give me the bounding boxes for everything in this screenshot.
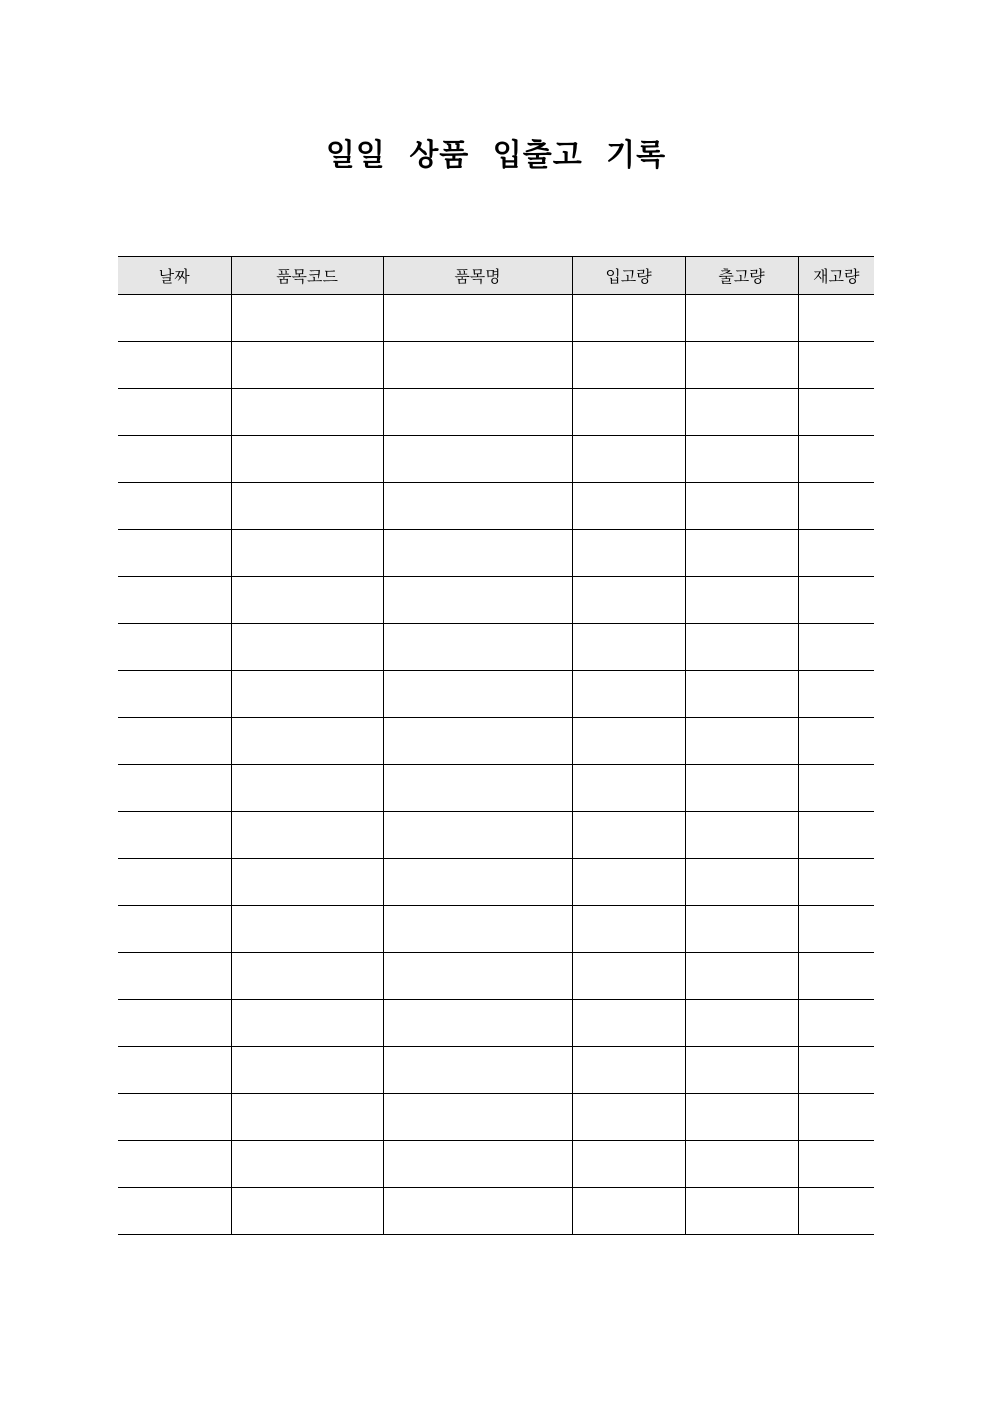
- document-title: 일일 상품 입출고 기록: [325, 138, 667, 173]
- date-cell[interactable]: [118, 1094, 231, 1141]
- stock-qty-cell[interactable]: [798, 1047, 874, 1094]
- item-name-cell[interactable]: [383, 953, 572, 1000]
- stock-qty-cell[interactable]: [798, 1188, 874, 1235]
- date-cell[interactable]: [118, 436, 231, 483]
- outbound-qty-cell[interactable]: [685, 342, 798, 389]
- inbound-qty-cell[interactable]: [572, 577, 685, 624]
- inventory-log-table: [118, 256, 874, 1235]
- item-code-cell[interactable]: [231, 624, 383, 671]
- item-name-cell[interactable]: [383, 1188, 572, 1235]
- header-item-name: 품목명: [383, 257, 572, 295]
- item-code-cell[interactable]: [231, 1094, 383, 1141]
- stock-qty-cell[interactable]: [798, 1094, 874, 1141]
- date-cell[interactable]: [118, 483, 231, 530]
- item-name-cell[interactable]: [383, 812, 572, 859]
- outbound-qty-cell[interactable]: [685, 671, 798, 718]
- item-code-cell[interactable]: [231, 436, 383, 483]
- outbound-qty-cell[interactable]: [685, 530, 798, 577]
- item-name-cell[interactable]: [383, 906, 572, 953]
- stock-qty-cell[interactable]: [798, 1141, 874, 1188]
- table-row: [118, 1094, 874, 1141]
- date-cell[interactable]: [118, 812, 231, 859]
- date-cell[interactable]: [118, 1188, 231, 1235]
- outbound-qty-cell[interactable]: [685, 1141, 798, 1188]
- date-cell[interactable]: [118, 389, 231, 436]
- item-code-cell[interactable]: [231, 342, 383, 389]
- table-row: [118, 530, 874, 577]
- table-row: [118, 859, 874, 906]
- stock-qty-cell[interactable]: [798, 577, 874, 624]
- inbound-qty-cell[interactable]: [572, 624, 685, 671]
- stock-qty-cell[interactable]: [798, 906, 874, 953]
- date-cell[interactable]: [118, 1047, 231, 1094]
- item-name-cell[interactable]: [383, 295, 572, 342]
- outbound-qty-cell[interactable]: [685, 859, 798, 906]
- item-code-cell[interactable]: [231, 1000, 383, 1047]
- stock-qty-cell[interactable]: [798, 295, 874, 342]
- item-name-cell[interactable]: [383, 577, 572, 624]
- date-cell[interactable]: [118, 342, 231, 389]
- item-code-cell[interactable]: [231, 906, 383, 953]
- stock-qty-cell[interactable]: [798, 953, 874, 1000]
- table-row: [118, 389, 874, 436]
- date-cell[interactable]: [118, 906, 231, 953]
- inbound-qty-cell[interactable]: [572, 436, 685, 483]
- item-code-cell[interactable]: [231, 1188, 383, 1235]
- outbound-qty-cell[interactable]: [685, 483, 798, 530]
- date-cell[interactable]: [118, 671, 231, 718]
- table-row: [118, 436, 874, 483]
- outbound-qty-cell[interactable]: [685, 577, 798, 624]
- header-item-code: 품목코드: [231, 257, 383, 295]
- item-code-cell[interactable]: [231, 718, 383, 765]
- item-name-cell[interactable]: [383, 1000, 572, 1047]
- table-row: [118, 1000, 874, 1047]
- item-code-cell[interactable]: [231, 765, 383, 812]
- date-cell[interactable]: [118, 765, 231, 812]
- table-row: [118, 624, 874, 671]
- inbound-qty-cell[interactable]: [572, 530, 685, 577]
- stock-qty-cell[interactable]: [798, 1000, 874, 1047]
- stock-qty-cell[interactable]: [798, 483, 874, 530]
- stock-qty-cell[interactable]: [798, 389, 874, 436]
- date-cell[interactable]: [118, 1141, 231, 1188]
- item-code-cell[interactable]: [231, 1047, 383, 1094]
- inbound-qty-cell[interactable]: [572, 859, 685, 906]
- outbound-qty-cell[interactable]: [685, 1000, 798, 1047]
- outbound-qty-cell[interactable]: [685, 1094, 798, 1141]
- table-row: [118, 1141, 874, 1188]
- inbound-qty-cell[interactable]: [572, 1000, 685, 1047]
- date-cell[interactable]: [118, 953, 231, 1000]
- stock-qty-cell[interactable]: [798, 718, 874, 765]
- header-stock-qty: 재고량: [798, 257, 874, 295]
- stock-qty-cell[interactable]: [798, 342, 874, 389]
- item-name-cell[interactable]: [383, 624, 572, 671]
- inbound-qty-cell[interactable]: [572, 1141, 685, 1188]
- stock-qty-cell[interactable]: [798, 671, 874, 718]
- inbound-qty-cell[interactable]: [572, 718, 685, 765]
- inbound-qty-cell[interactable]: [572, 812, 685, 859]
- item-code-cell[interactable]: [231, 671, 383, 718]
- inbound-qty-cell[interactable]: [572, 342, 685, 389]
- outbound-qty-cell[interactable]: [685, 624, 798, 671]
- item-name-cell[interactable]: [383, 342, 572, 389]
- inbound-qty-cell[interactable]: [572, 671, 685, 718]
- item-name-cell[interactable]: [383, 1047, 572, 1094]
- stock-qty-cell[interactable]: [798, 859, 874, 906]
- date-cell[interactable]: [118, 859, 231, 906]
- table-row: [118, 483, 874, 530]
- inbound-qty-cell[interactable]: [572, 1188, 685, 1235]
- table-row: [118, 577, 874, 624]
- table-row: [118, 1047, 874, 1094]
- table-row: [118, 953, 874, 1000]
- table-header-row: [118, 257, 874, 295]
- item-code-cell[interactable]: [231, 812, 383, 859]
- item-name-cell[interactable]: [383, 483, 572, 530]
- table-row: [118, 906, 874, 953]
- item-name-cell[interactable]: [383, 1141, 572, 1188]
- date-cell[interactable]: [118, 530, 231, 577]
- item-code-cell[interactable]: [231, 577, 383, 624]
- item-code-cell[interactable]: [231, 859, 383, 906]
- header-inbound-qty: 입고량: [572, 257, 685, 295]
- table-row: [118, 765, 874, 812]
- header-date: 날짜: [118, 257, 231, 295]
- stock-qty-cell[interactable]: [798, 765, 874, 812]
- header-outbound-qty: 출고량: [685, 257, 798, 295]
- table-row: [118, 812, 874, 859]
- item-name-cell[interactable]: [383, 1094, 572, 1141]
- stock-qty-cell[interactable]: [798, 436, 874, 483]
- stock-qty-cell[interactable]: [798, 624, 874, 671]
- outbound-qty-cell[interactable]: [685, 718, 798, 765]
- inbound-qty-cell[interactable]: [572, 389, 685, 436]
- table-row: [118, 718, 874, 765]
- outbound-qty-cell[interactable]: [685, 1188, 798, 1235]
- table-row: [118, 295, 874, 342]
- inbound-qty-cell[interactable]: [572, 906, 685, 953]
- outbound-qty-cell[interactable]: [685, 389, 798, 436]
- outbound-qty-cell[interactable]: [685, 953, 798, 1000]
- outbound-qty-cell[interactable]: [685, 812, 798, 859]
- outbound-qty-cell[interactable]: [685, 295, 798, 342]
- outbound-qty-cell[interactable]: [685, 765, 798, 812]
- item-code-cell[interactable]: [231, 530, 383, 577]
- inbound-qty-cell[interactable]: [572, 483, 685, 530]
- table-row: [118, 342, 874, 389]
- item-code-cell[interactable]: [231, 483, 383, 530]
- table-row: [118, 1188, 874, 1235]
- date-cell[interactable]: [118, 1000, 231, 1047]
- date-cell[interactable]: [118, 577, 231, 624]
- table-row: [118, 671, 874, 718]
- inbound-qty-cell[interactable]: [572, 295, 685, 342]
- inbound-qty-cell[interactable]: [572, 1094, 685, 1141]
- outbound-qty-cell[interactable]: [685, 906, 798, 953]
- item-name-cell[interactable]: [383, 436, 572, 483]
- inbound-qty-cell[interactable]: [572, 953, 685, 1000]
- inbound-qty-cell[interactable]: [572, 1047, 685, 1094]
- item-name-cell[interactable]: [383, 530, 572, 577]
- item-name-cell[interactable]: [383, 718, 572, 765]
- stock-qty-cell[interactable]: [798, 812, 874, 859]
- date-cell[interactable]: [118, 718, 231, 765]
- date-cell[interactable]: [118, 295, 231, 342]
- stock-qty-cell[interactable]: [798, 530, 874, 577]
- item-code-cell[interactable]: [231, 1141, 383, 1188]
- item-code-cell[interactable]: [231, 953, 383, 1000]
- outbound-qty-cell[interactable]: [685, 1047, 798, 1094]
- item-name-cell[interactable]: [383, 859, 572, 906]
- item-name-cell[interactable]: [383, 389, 572, 436]
- item-code-cell[interactable]: [231, 389, 383, 436]
- item-code-cell[interactable]: [231, 295, 383, 342]
- inbound-qty-cell[interactable]: [572, 765, 685, 812]
- item-name-cell[interactable]: [383, 765, 572, 812]
- item-name-cell[interactable]: [383, 671, 572, 718]
- outbound-qty-cell[interactable]: [685, 436, 798, 483]
- date-cell[interactable]: [118, 624, 231, 671]
- table-body: [118, 295, 874, 1235]
